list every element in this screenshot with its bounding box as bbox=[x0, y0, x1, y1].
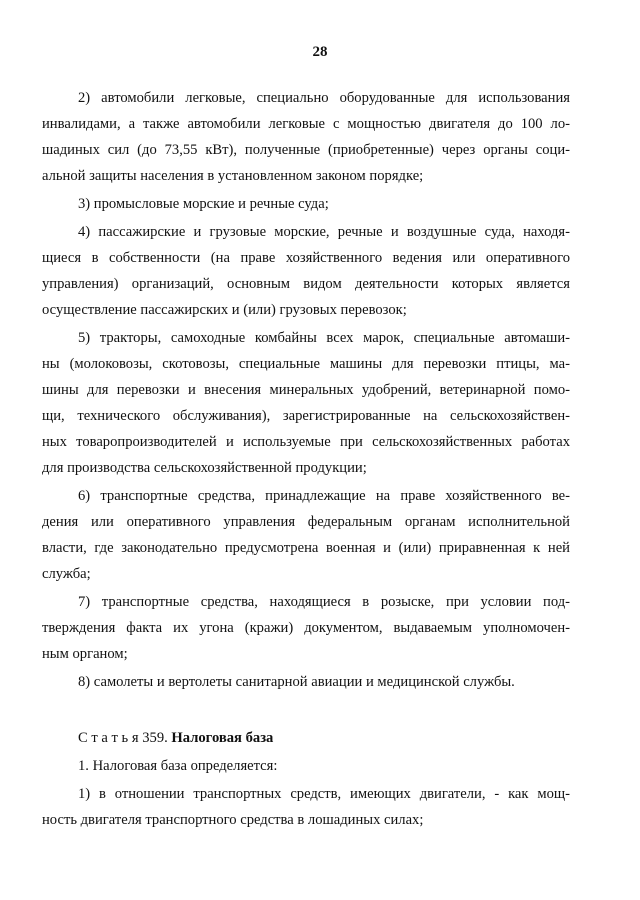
article-heading bbox=[78, 728, 570, 748]
paragraph-5-line-4: щи, технического обслуживания), зарегистрированные на сельскохозяйствен- bbox=[42, 408, 570, 424]
paragraph-7-line-2: тверждения факта их угона (кражи) документом, выдаваемым уполномочен- bbox=[42, 620, 570, 636]
article-clause-1: 1. Налоговая база определяется: bbox=[78, 758, 278, 774]
paragraph-2-line-2: инвалидами, а также автомобили легковые с мощностью двигателя до 100 ло- bbox=[42, 116, 570, 132]
paragraph-8-line-1: 8) самолеты и вертолеты санитарной авиации и медицинской службы. bbox=[78, 674, 515, 690]
paragraph-4-line-4: осуществление пассажирских и (или) грузовых перевозок; bbox=[42, 302, 407, 318]
paragraph-6-line-1: 6) транспортные средства, принадлежащие на праве хозяйственного ве- bbox=[78, 488, 570, 504]
paragraph-6-line-2: дения или оперативного управления федеральным органам исполнительной bbox=[42, 514, 570, 530]
paragraph-4-line-1: 4) пассажирские и грузовые морские, речные и воздушные суда, находя- bbox=[78, 224, 570, 240]
article-title: Налоговая база bbox=[171, 730, 274, 746]
page-number: 28 bbox=[312, 44, 328, 60]
article-prefix: С т а т ь я 359. bbox=[78, 730, 168, 746]
article-subclause-1-line-1: 1) в отношении транспортных средств, имеющих двигатели, - как мощ- bbox=[78, 786, 570, 802]
paragraph-5-line-6: для производства сельскохозяйственной продукции; bbox=[42, 460, 367, 476]
paragraph-3-line-1: 3) промысловые морские и речные суда; bbox=[78, 196, 329, 212]
paragraph-4-line-3: управления) организаций, основным видом деятельности которых является bbox=[42, 276, 570, 292]
paragraph-4-line-2: щиеся в собственности (на праве хозяйственного ведения или оперативного bbox=[42, 250, 570, 266]
article-subclause-1-line-2: ность двигателя транспортного средства в лошадиных силах; bbox=[42, 812, 424, 828]
paragraph-7-line-3: ным органом; bbox=[42, 646, 128, 662]
paragraph-7-line-1: 7) транспортные средства, находящиеся в розыске, при условии под- bbox=[78, 594, 570, 610]
paragraph-2-line-1: 2) автомобили легковые, специально оборудованные для использования bbox=[78, 90, 570, 106]
paragraph-6-line-3: власти, где законодательно предусмотрена военная и (или) приравненная к ней bbox=[42, 540, 570, 556]
paragraph-6-line-4: служба; bbox=[42, 566, 91, 582]
paragraph-5-line-2: ны (молоковозы, скотовозы, специальные машины для перевозки птицы, ма- bbox=[42, 356, 570, 372]
paragraph-2-line-3: шадиных сил (до 73,55 кВт), полученные (приобретенные) через органы соци- bbox=[42, 142, 570, 158]
paragraph-5-line-3: шины для перевозки и внесения минеральных удобрений, ветеринарной помо- bbox=[42, 382, 570, 398]
paragraph-2-line-4: альной защиты населения в установленном законом порядке; bbox=[42, 168, 424, 184]
paragraph-5-line-5: ных товаропроизводителей и используемые при сельскохозяйственных работах bbox=[42, 434, 570, 450]
paragraph-5-line-1: 5) тракторы, самоходные комбайны всех марок, специальные автомаши- bbox=[78, 330, 570, 346]
